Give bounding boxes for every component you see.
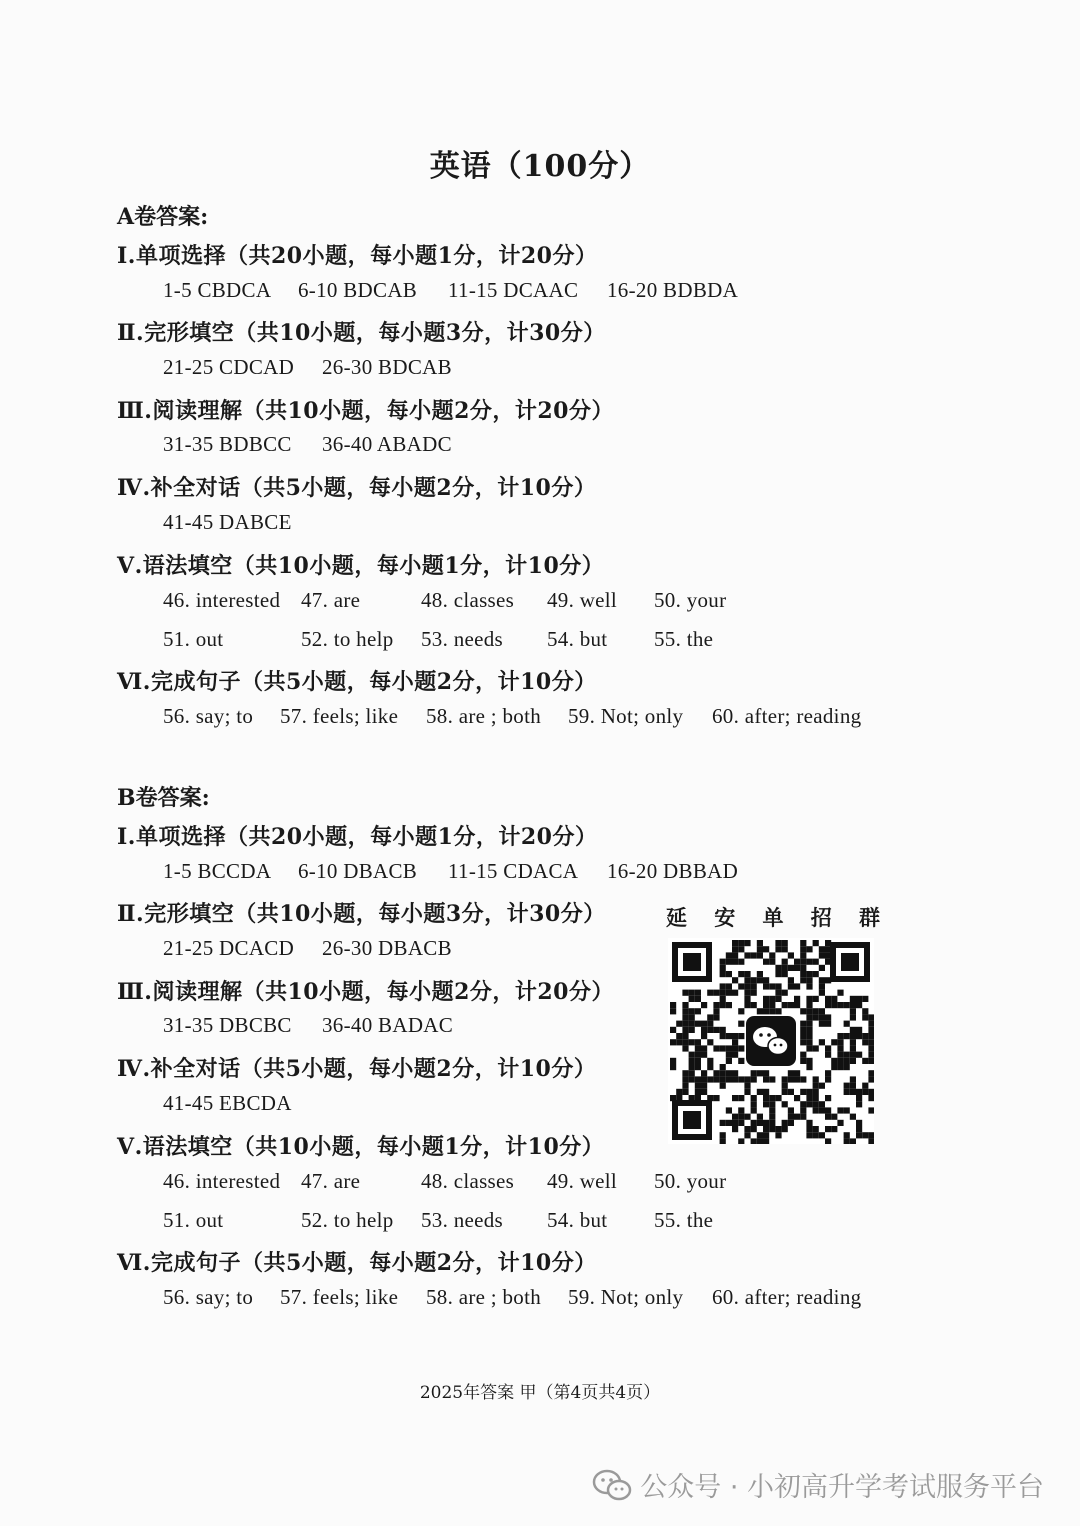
page-footer: 2025年答案 甲（第4页共4页）: [419, 1383, 661, 1403]
qr-caption-char: 单: [762, 905, 784, 930]
answer-item: 51. out: [163, 627, 224, 651]
wechat-icon: [592, 1468, 632, 1502]
watermark-text: 公众号 · 小初高升学考试服务平台: [640, 1472, 1044, 1503]
section-heading: Ⅴ.语法填空（共10小题，每小题1分，计10分）: [117, 1134, 605, 1160]
qr-finder-top-right: [830, 942, 870, 982]
answer-item: 60. after; reading: [712, 704, 862, 728]
section-heading: Ⅱ.完形填空（共10小题，每小题3分，计30分）: [117, 901, 606, 927]
answer-item: 48. classes: [421, 588, 515, 612]
answer-item: 11-15 DCAAC: [448, 278, 579, 302]
answer-item: 26-30 DBACB: [322, 936, 452, 960]
answer-item: 56. say; to: [163, 1285, 254, 1309]
answer-item: 48. classes: [421, 1169, 515, 1193]
answer-item: 54. but: [547, 1208, 608, 1232]
section-heading: Ⅵ.完成句子（共5小题，每小题2分，计10分）: [117, 1250, 597, 1276]
watermark: [592, 1465, 1044, 1504]
qr-caption-char: 招: [810, 905, 832, 930]
qr-finder-top-left: [672, 942, 712, 982]
answer-item: 52. to help: [301, 1208, 394, 1232]
section-heading: Ⅴ.语法填空（共10小题，每小题1分，计10分）: [117, 553, 605, 579]
answer-item: 58. are ; both: [426, 704, 542, 728]
section-heading: Ⅳ.补全对话（共5小题，每小题2分，计10分）: [117, 475, 597, 501]
answer-item: 56. say; to: [163, 704, 254, 728]
answer-item: 16-20 DBBAD: [607, 859, 739, 883]
section-heading: Ⅲ.阅读理解（共10小题，每小题2分，计20分）: [117, 979, 614, 1005]
answer-item: 6-10 DBACB: [298, 859, 418, 883]
answer-item: 26-30 BDCAB: [322, 355, 452, 379]
answer-item: 21-25 CDCAD: [163, 355, 295, 379]
section-heading: Ⅲ.阅读理解（共10小题，每小题2分，计20分）: [117, 398, 614, 424]
answer-item: 6-10 BDCAB: [298, 278, 418, 302]
answer-item: 55. the: [654, 1208, 714, 1232]
answer-item: 49. well: [547, 1169, 618, 1193]
answer-item: 53. needs: [421, 627, 504, 651]
wechat-icon: [746, 1016, 796, 1066]
answer-item: 47. are: [301, 1169, 361, 1193]
answer-item: 60. after; reading: [712, 1285, 862, 1309]
answer-item: 31-35 DBCBC: [163, 1013, 292, 1037]
section-heading: Ⅰ.单项选择（共20小题，每小题1分，计20分）: [117, 243, 598, 269]
qr-caption-char: 群: [859, 905, 880, 930]
answer-item: 1-5 CBDCA: [163, 278, 272, 302]
answer-item: 36-40 BADAC: [322, 1013, 454, 1037]
answer-item: 52. to help: [301, 627, 394, 651]
page-title: 英语（100分）: [429, 149, 651, 184]
qr-code[interactable]: [668, 938, 874, 1144]
answer-item: 53. needs: [421, 1208, 504, 1232]
section-heading: Ⅱ.完形填空（共10小题，每小题3分，计30分）: [117, 320, 606, 346]
answer-item: 58. are ; both: [426, 1285, 542, 1309]
answer-item: 47. are: [301, 588, 361, 612]
answer-item: 46. interested: [163, 588, 281, 612]
answer-item: 55. the: [654, 627, 714, 651]
answer-item: 50. your: [654, 588, 727, 612]
answer-item: 41-45 EBCDA: [163, 1091, 292, 1115]
answer-item: 21-25 DCACD: [163, 936, 295, 960]
answer-item: 50. your: [654, 1169, 727, 1193]
answer-item: 51. out: [163, 1208, 224, 1232]
qr-finder-bottom-left: [672, 1100, 712, 1140]
answer-item: 41-45 DABCE: [163, 510, 292, 534]
answer-item: 36-40 ABADC: [322, 432, 452, 456]
paper-a-label: A卷答案:: [117, 204, 209, 230]
section-heading: Ⅰ.单项选择（共20小题，每小题1分，计20分）: [117, 824, 598, 850]
qr-caption-char: 延: [666, 905, 687, 930]
answer-item: 59. Not; only: [568, 1285, 684, 1309]
answer-item: 49. well: [547, 588, 618, 612]
paper-b-label: B卷答案:: [117, 785, 210, 811]
answer-item: 11-15 CDACA: [448, 859, 579, 883]
qr-caption: [666, 902, 880, 932]
answer-item: 31-35 BDBCC: [163, 432, 292, 456]
answer-item: 16-20 BDBDA: [607, 278, 739, 302]
answer-item: 1-5 BCCDA: [163, 859, 272, 883]
section-heading: Ⅵ.完成句子（共5小题，每小题2分，计10分）: [117, 669, 597, 695]
answer-item: 57. feels; like: [280, 1285, 399, 1309]
answer-item: 46. interested: [163, 1169, 281, 1193]
answer-item: 57. feels; like: [280, 704, 399, 728]
answer-item: 59. Not; only: [568, 704, 684, 728]
answer-item: 54. but: [547, 627, 608, 651]
qr-caption-char: 安: [714, 905, 736, 930]
section-heading: Ⅳ.补全对话（共5小题，每小题2分，计10分）: [117, 1056, 597, 1082]
